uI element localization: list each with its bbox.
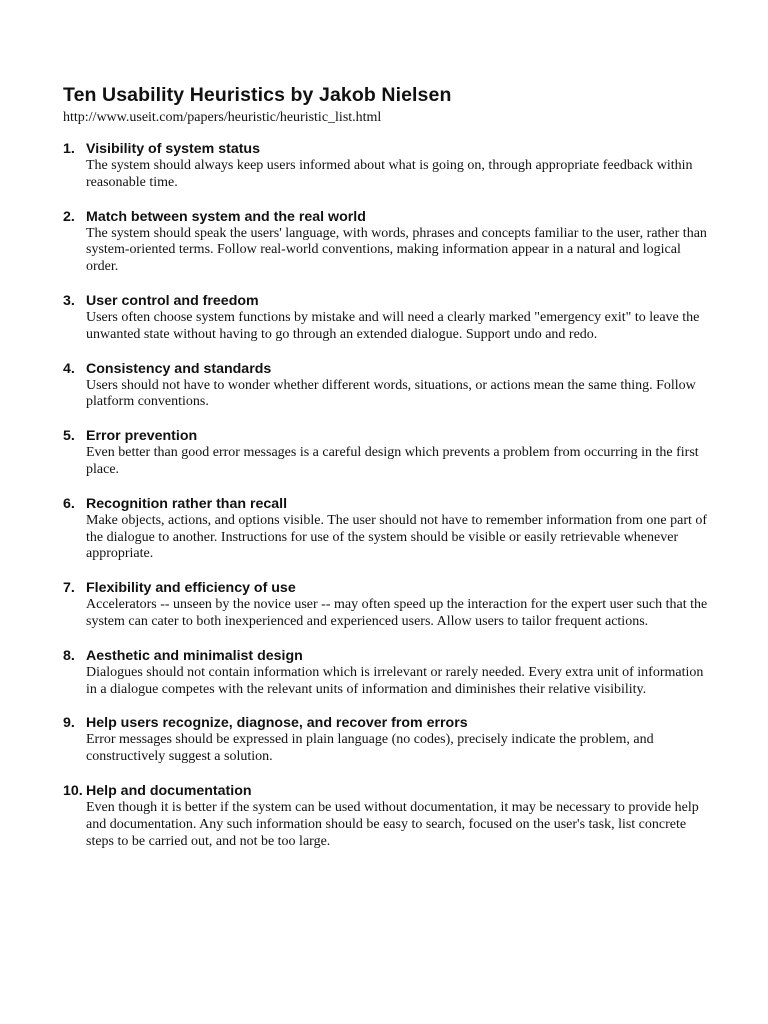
heuristic-name: Visibility of system status bbox=[86, 141, 260, 157]
heuristic-number: 9. bbox=[63, 715, 75, 732]
heuristic-description: Users should not have to wonder whether different words, situations, or actions mean the same thing. Follow platform conventions. bbox=[86, 377, 696, 410]
heuristic-number: 2. bbox=[63, 208, 75, 225]
heuristic-name: Help and documentation bbox=[86, 782, 252, 799]
heuristic-heading bbox=[63, 427, 713, 445]
document-page bbox=[63, 82, 713, 850]
heuristic-item bbox=[63, 360, 713, 412]
heuristic-name: Consistency and standards bbox=[86, 360, 272, 377]
heuristic-number: 3. bbox=[63, 292, 75, 309]
heuristic-item bbox=[63, 495, 713, 563]
heuristic-item bbox=[63, 714, 713, 766]
heuristic-heading bbox=[63, 782, 713, 800]
document-title: Ten Usability Heuristics by Jakob Nielsen bbox=[63, 84, 452, 106]
heuristic-name: User control and freedom bbox=[86, 292, 259, 309]
heuristic-item bbox=[63, 579, 713, 631]
heuristic-number: 5. bbox=[63, 428, 75, 445]
heuristic-heading bbox=[63, 495, 713, 513]
heuristic-description: Even though it is better if the system can be used without documentation, it may be necessary to provide help and documentation. Any such information should be easy to search, focused on the user's task, list concrete steps to be carried out, and not be too large. bbox=[86, 799, 699, 849]
heuristic-description: The system should always keep users informed about what is going on, through appropriate feedback within reasonable time. bbox=[86, 158, 693, 190]
heuristic-item bbox=[63, 140, 713, 192]
heuristic-number: 7. bbox=[63, 580, 75, 597]
heuristic-heading bbox=[63, 714, 713, 732]
heuristic-description: The system should speak the users' language, with words, phrases and concepts familiar to the user, rather than system-oriented terms. Follow real-world conventions, making information appear in a natural and logical order. bbox=[86, 225, 707, 275]
heuristic-name: Error prevention bbox=[86, 428, 198, 445]
heuristic-item bbox=[63, 427, 713, 479]
source-url: http://www.useit.com/papers/heuristic/heuristic_list.html bbox=[63, 110, 382, 125]
heuristic-number: 10. bbox=[63, 782, 83, 799]
heuristic-item bbox=[63, 782, 713, 850]
heuristic-description: Error messages should be expressed in plain language (no codes), precisely indicate the problem, and constructively suggest a solution. bbox=[86, 732, 654, 765]
heuristic-number: 1. bbox=[63, 141, 75, 157]
heuristic-name: Aesthetic and minimalist design bbox=[86, 647, 303, 664]
heuristic-description: Accelerators -- unseen by the novice user -- may often speed up the interaction for the expert user such that the system can cater to both inexperienced and experienced users. Allow users to tailor frequent actions. bbox=[86, 597, 708, 629]
heuristic-heading bbox=[63, 360, 713, 378]
heuristic-item bbox=[63, 647, 713, 699]
heuristics-list bbox=[63, 140, 713, 850]
heuristic-heading bbox=[63, 140, 713, 158]
heuristic-heading bbox=[63, 208, 713, 226]
heuristic-name: Flexibility and efficiency of use bbox=[86, 580, 296, 597]
heuristic-heading bbox=[63, 579, 713, 597]
heuristic-number: 4. bbox=[63, 360, 75, 377]
heuristic-description: Users often choose system functions by mistake and will need a clearly marked "emergency exit" to leave the unwanted state without having to go through an extended dialogue. Support undo and redo. bbox=[86, 309, 700, 342]
heuristic-description: Make objects, actions, and options visible. The user should not have to remember information from one part of the dialogue to another. Instructions for use of the system should be visible or easily retrievable whenever appropriate. bbox=[86, 512, 708, 562]
heuristic-name: Help users recognize, diagnose, and recover from errors bbox=[86, 715, 468, 732]
heuristic-number: 6. bbox=[63, 495, 75, 512]
heuristic-item bbox=[63, 292, 713, 344]
heuristic-description: Dialogues should not contain information which is irrelevant or rarely needed. Every extra unit of information in a dialogue competes with the relevant units of information and diminishes their relative visibility. bbox=[86, 664, 704, 697]
heuristic-heading bbox=[63, 292, 713, 310]
heuristic-name: Match between system and the real world bbox=[86, 208, 366, 225]
heuristic-description: Even better than good error messages is a careful design which prevents a problem from occurring in the first place. bbox=[86, 445, 699, 477]
heuristic-number: 8. bbox=[63, 647, 75, 664]
heuristic-item bbox=[63, 208, 713, 276]
heuristic-name: Recognition rather than recall bbox=[86, 495, 288, 512]
heuristic-heading bbox=[63, 647, 713, 665]
